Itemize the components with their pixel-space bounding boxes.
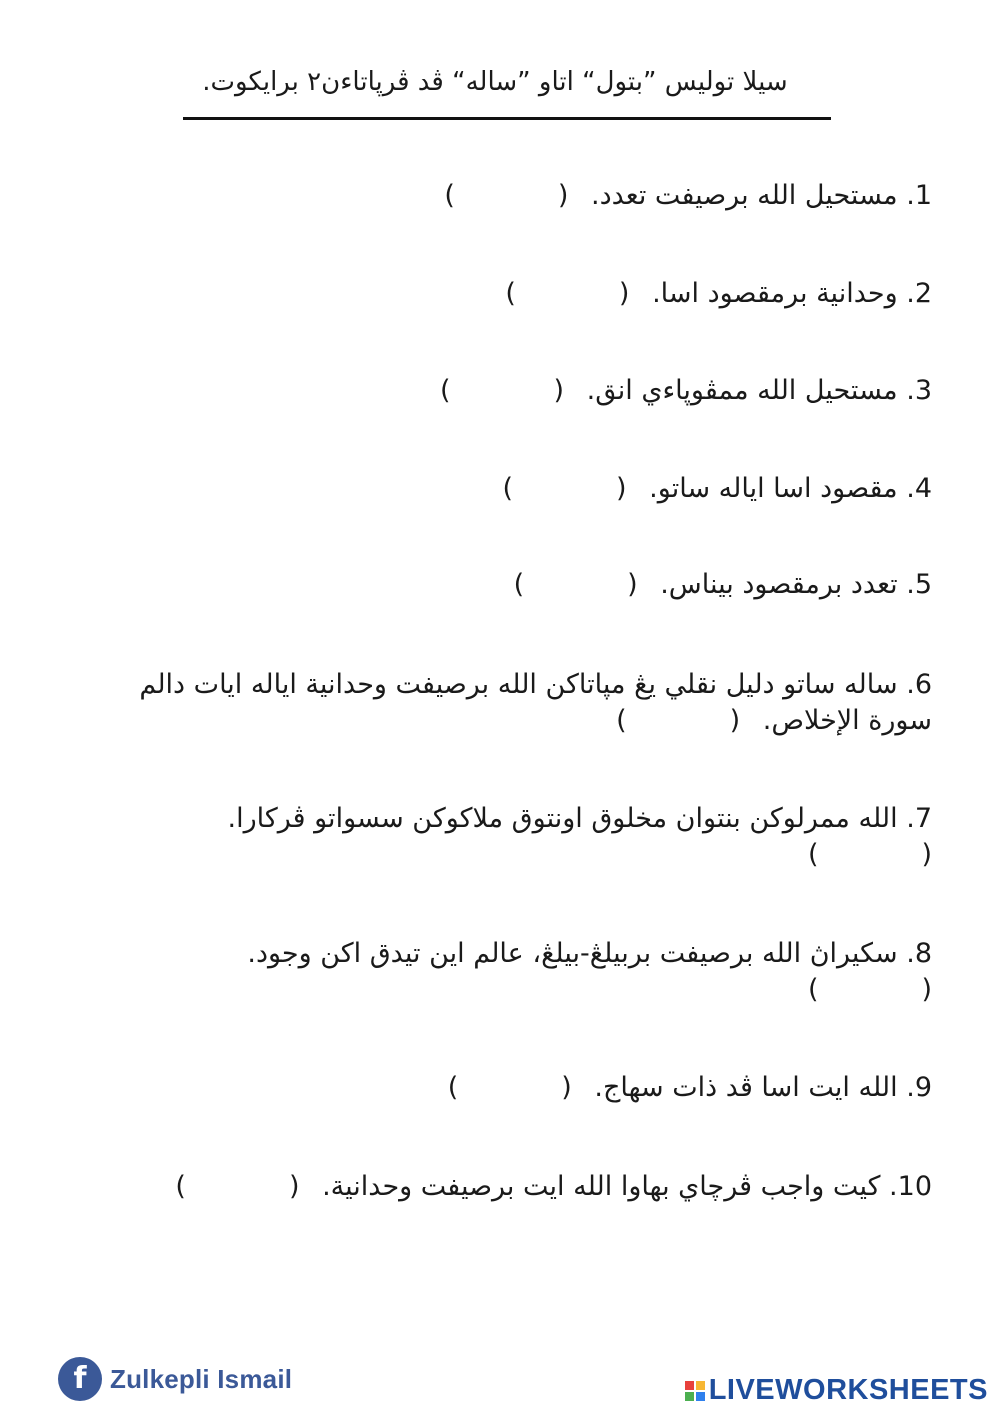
- answer-blank[interactable]: ( ): [439, 375, 565, 406]
- question-number: 4.: [906, 473, 932, 504]
- question-2: [505, 276, 932, 312]
- question-number: 9.: [906, 1072, 932, 1103]
- liveworksheets-brand: LIVEWORKSHEETS: [708, 1374, 988, 1406]
- question-number: 5.: [906, 569, 932, 600]
- question-text: الله ايت اسا ڤد ذات سهاج.: [594, 1072, 898, 1103]
- question-10: [175, 1169, 932, 1205]
- answer-blank[interactable]: ( ): [616, 705, 741, 736]
- question-7: [228, 801, 932, 873]
- question-number: 2.: [906, 278, 932, 309]
- question-1: [444, 178, 932, 214]
- question-text: ساله ساتو دليل نقلي يڠ مپاتاكن الله برصيفت وحدانية اياله ايات دالم: [139, 669, 898, 700]
- title-underline: [183, 117, 831, 120]
- answer-blank[interactable]: ( ): [502, 473, 627, 504]
- author-name: Zulkepli Ismail: [110, 1363, 293, 1394]
- question-text: الله ممرلوكن بنتوان مخلوق اونتوق ملاكوكن سسواتو ڤركارا.: [227, 803, 898, 834]
- question-text-line-2: سورة الإخلاص.: [762, 705, 932, 736]
- facebook-icon: f: [58, 1357, 102, 1401]
- question-text: مقصود اسا اياله ساتو.: [649, 473, 898, 504]
- answer-blank[interactable]: ( ): [513, 569, 638, 600]
- question-number: 7.: [906, 803, 932, 834]
- question-text: مستحيل الله برصيفت تعدد.: [591, 180, 898, 211]
- question-5: [514, 567, 932, 603]
- question-text: وحدانية برمقصود اسا.: [652, 278, 898, 309]
- question-text: سكيراڽ الله برصيفت بربيلڠ-بيلڠ، عالم اين تيدق اكن وجود.: [247, 938, 898, 969]
- question-number: 10.: [889, 1171, 932, 1202]
- worksheet-title: سيلا توليس ”بتول“ اتاو ”ساله“ ڤد ڤرپاتاءن٢ برايكوت.: [202, 67, 788, 97]
- answer-blank[interactable]: ( ): [444, 180, 569, 211]
- answer-blank[interactable]: ( ): [447, 1072, 572, 1103]
- question-text: تعدد برمقصود بيناس.: [660, 569, 898, 600]
- author-credit: [58, 1357, 292, 1401]
- question-number: 1.: [906, 180, 932, 211]
- answer-blank[interactable]: ( ): [505, 278, 630, 309]
- question-4: [503, 471, 932, 507]
- liveworksheets-logo: [685, 1374, 988, 1407]
- liveworksheets-logo-icon: [685, 1381, 705, 1401]
- question-text: مستحيل الله ممڤوپاءي انق.: [586, 375, 898, 406]
- question-6: [139, 667, 932, 739]
- question-8: [247, 936, 932, 1008]
- question-3: [440, 373, 932, 409]
- question-9: [448, 1070, 932, 1106]
- question-number: 6.: [906, 669, 932, 700]
- question-number: 3.: [906, 375, 932, 406]
- question-number: 8.: [906, 938, 932, 969]
- answer-blank[interactable]: ( ): [807, 974, 932, 1005]
- answer-blank[interactable]: ( ): [807, 839, 932, 870]
- answer-blank[interactable]: ( ): [175, 1171, 300, 1202]
- question-text: كيت واجب ڤرچاي بهاوا الله ايت برصيفت وحدانية.: [322, 1171, 881, 1202]
